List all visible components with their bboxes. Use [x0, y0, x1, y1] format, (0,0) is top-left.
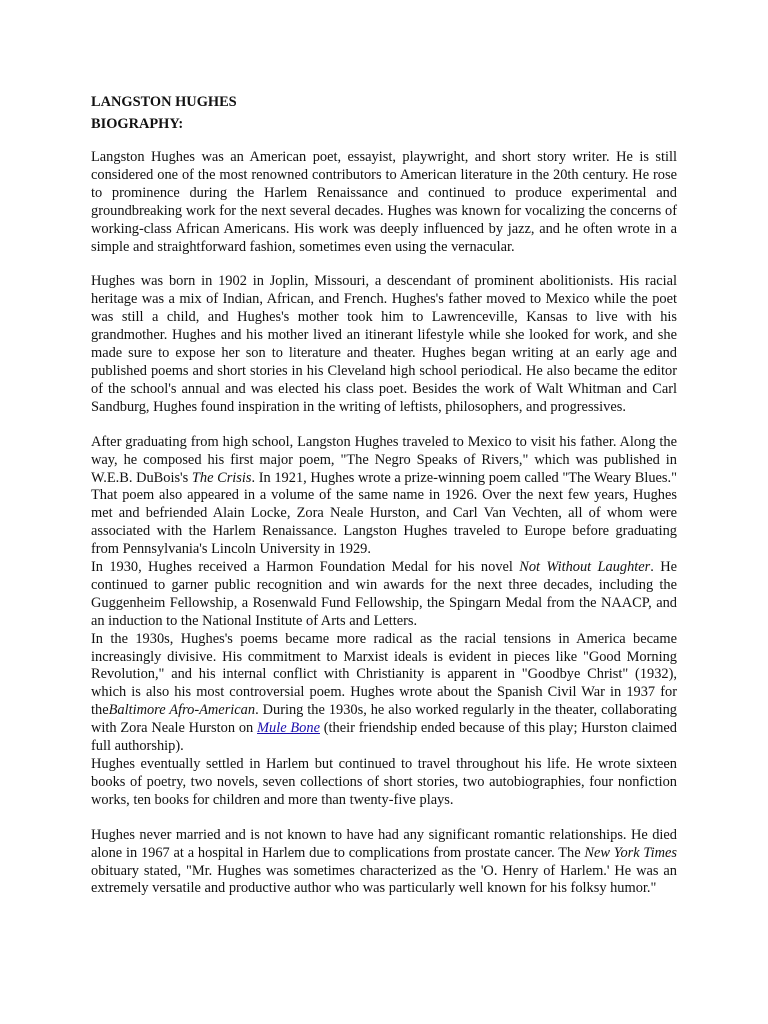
- paragraph-text: In 1930, Hughes received a Harmon Foundation Medal for his novel: [91, 559, 520, 576]
- paragraph-text: obituary stated, "Mr. Hughes was sometimes characterized as the 'O. Henry of Harlem.' He was an extremely versatile and productive author who was particularly well known for his folksy humor.": [91, 862, 677, 897]
- paragraph-text: . He continued to garner public recognition and win awards for the next three decades, including the Guggenheim Fellowship, a Rosenwald Fund Fellowship, the Spingarn Medal from the NAACP, and an induction to the National Institute of Arts and Letters.: [91, 559, 678, 629]
- publication-title: Baltimore Afro-American: [108, 702, 256, 719]
- paragraph-text: In the 1930s, Hughes's poems became more radical as the racial tensions in America became increasingly divisive. His commitment to Marxist ideals is evident in pieces like "Good Morning Revolution," and his internal conflict with Christianity is apparent in "Goodbye Christ" (1932), which is also his most controversial poem. Hughes wrote about the Spanish Civil War in 1937 for the: [91, 630, 677, 719]
- mule-bone-link[interactable]: Mule Bone: [257, 720, 320, 737]
- paragraph-text: . During the 1930s, he also worked regularly in the theater, collaborating with Zora Neale Hurston on: [91, 702, 677, 737]
- paragraph-1930s: [91, 631, 677, 756]
- paragraph-text: . In 1921, Hughes wrote a prize-winning poem called "The Weary Blues." That poem also appeared in a volume of the same name in 1926. Over the next few years, Hughes met and befriended Alain Locke, Zora Neale Hurston, and Carl Van Vechten, all of whom were associated with the Harlem Renaissance. Langston Hughes traveled to Europe before graduating from Pennsylvania's Lincoln University in 1929.: [91, 469, 678, 558]
- publication-title: The Crisis: [191, 469, 252, 486]
- paragraph-death: [91, 827, 677, 899]
- paragraph-awards: [91, 559, 677, 631]
- paragraph-career-start: [91, 434, 677, 559]
- document-subtitle: BIOGRAPHY:: [91, 116, 184, 132]
- paragraph-harlem: Hughes eventually settled in Harlem but continued to travel throughout his life. He wrote sixteen books of poetry, two novels, seven collections of short stories, two autobiographies, four nonfiction works, ten books for children and more than twenty-five plays.: [91, 756, 677, 808]
- document-page: [91, 92, 677, 898]
- document-title: LANGSTON HUGHES: [91, 94, 237, 110]
- paragraph-text: Hughes never married and is not known to have had any significant romantic relationships. He died alone in 1967 at a hospital in Harlem due to complications from prostate cancer. The: [91, 826, 677, 861]
- paragraph-intro: Langston Hughes was an American poet, essayist, playwright, and short story writer. He is still considered one of the most renowned contributors to American literature in the 20th century. He rose to prominence during the Harlem Renaissance and continued to produce experimental and groundbreaking work for the next several decades. Hughes was known for vocalizing the concerns of working-class African Americans. His work was deeply influenced by jazz, and he often wrote in a simple and straightforward fashion, sometimes even using the vernacular.: [91, 149, 677, 255]
- novel-title: Not Without Laughter: [519, 559, 651, 576]
- paragraph-text: (their friendship ended because of this play; Hurston claimed full authorship).: [91, 720, 677, 755]
- paragraph-text: After graduating from high school, Langston Hughes traveled to Mexico to visit his father. Along the way, he composed his first major poem, "The Negro Speaks of Rivers," which was published in W.E.B. DuBois's: [91, 433, 677, 486]
- newspaper-title: New York Times: [584, 844, 678, 861]
- paragraph-early-life: Hughes was born in 1902 in Joplin, Missouri, a descendant of prominent abolitionists. His racial heritage was a mix of Indian, African, and French. Hughes's father moved to Mexico while the poet was still a child, and Hughes's mother took him to Lawrenceville, Kansas to live with his grandmother. Hughes and his mother lived an itinerant lifestyle while she looked for work, and she made sure to expose her son to literature and theater. Hughes began writing at an early age and published poems and short stories in his Cleveland high school periodical. He also became the editor of the school's annual and was elected his class poet. Besides the work of Walt Whitman and Carl Sandburg, Hughes found inspiration in the writing of leftists, philosophers, and progressives.: [91, 273, 677, 415]
